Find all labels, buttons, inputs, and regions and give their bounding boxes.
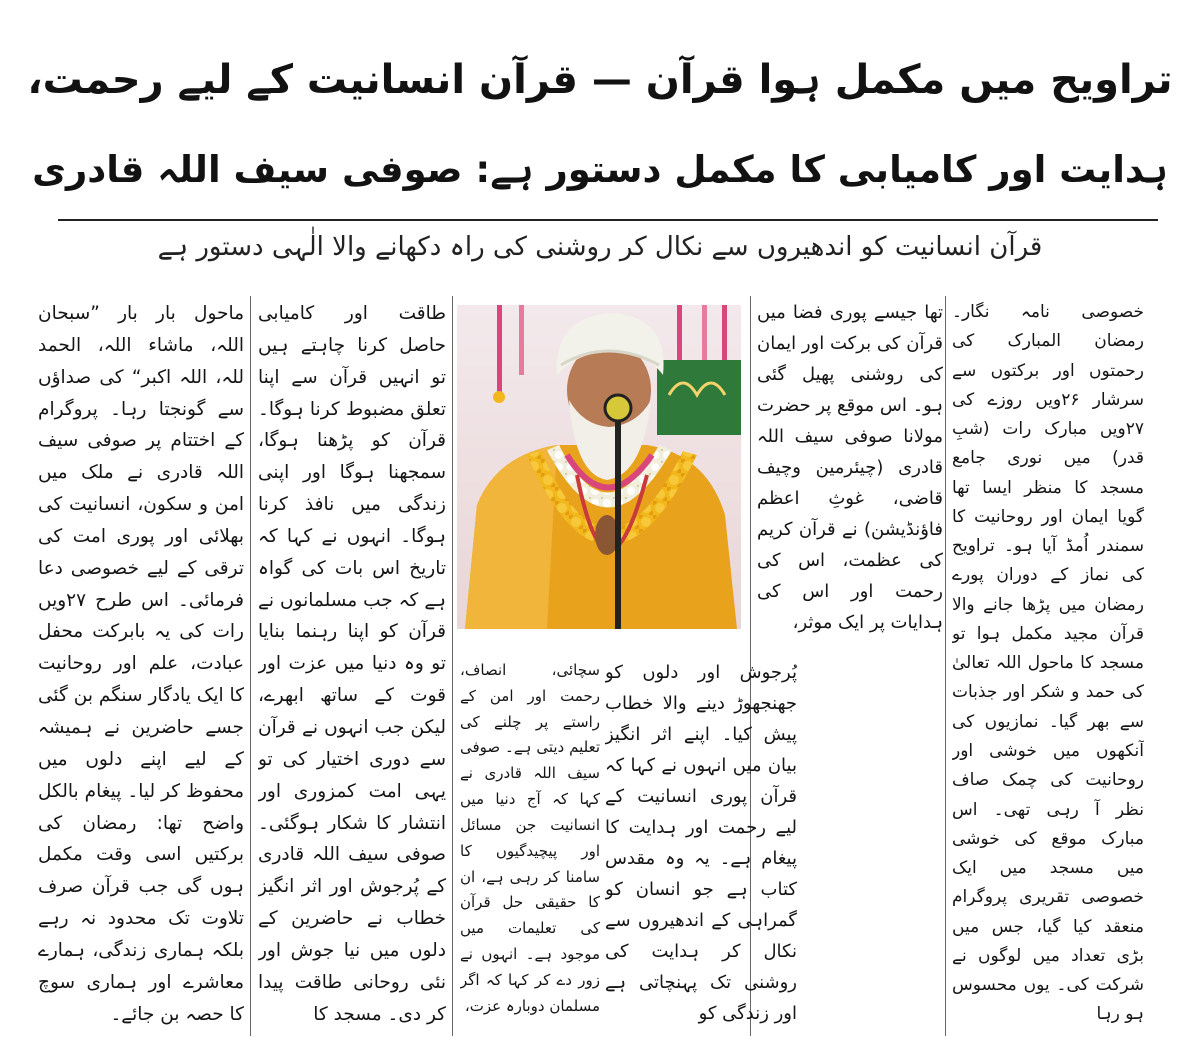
article-column-1 (952, 298, 1144, 1033)
headline-line-2: ہدایت اور کامیابی کا مکمل دستور ہے: صوفی سیف اللہ قادری (32, 148, 1168, 191)
green-banner (657, 360, 741, 435)
speaker-photo (457, 305, 741, 629)
headline-line-1: تراویح میں مکمل ہوا قرآن — قرآن انسانیت کے لیے رحمت، (27, 57, 1173, 103)
article-column-3-bottom (460, 658, 600, 1033)
article-text: ماحول بار بار ”سبحان اللہ، ماشاء اللہ، الحمد للہ، اللہ اکبر“ کی صداؤں سے گونجتا رہا۔ پروگرام کے اختتام پر صوفی سیف اللہ قادری نے ملک میں امن و سکون، انسانیت کی بھلائی اور پوری امت کی ترقی کے لیے خصوصی دعا فرمائی۔ اس طرح ۲۷ویں رات کی یہ بابرکت محفل عبادت، علم اور روحانیت کا ایک یادگار سنگم بن گئی جسے حاضرین نے ہمیشہ کے لیے اپنے دلوں میں محفوظ کر لیا۔ پیغام بالکل واضح تھا: رمضان کی برکتیں اسی وقت مکمل ہوں گی جب قرآن صرف تلاوت تک محدود نہ رہے بلکہ ہماری زندگی، ہمارے معاشرے اور ہماری سوچ کا حصہ بن جائے۔ (38, 303, 244, 1025)
microphone-stand (615, 415, 621, 629)
column-divider (250, 296, 251, 1036)
article-column-5 (38, 298, 244, 1033)
article-text: پُرجوش اور دلوں کو جھنجھوڑ دینے والا خطاب پیش کیا۔ اپنے اثر انگیز بیان میں انہوں نے کہا کہ قرآن پوری انسانیت کے لیے رحمت اور ہدایت کا پیغام ہے۔ یہ وہ مقدس کتاب ہے جو انسان کو گمراہی کے اندھیروں سے نکال کر ہدایت کی روشنی تک پہنچاتی ہے اور زندگی کو (605, 662, 797, 1024)
article-column-2-top (757, 298, 943, 653)
microphone-head (605, 395, 631, 421)
article-text: تھا جیسے پوری فضا میں قرآن کی برکت اور ایمان کی روشنی پھیل گئی ہو۔ اس موقع پر حضرت مولانا صوفی سیف اللہ قادری (چیئرمین وچیف قاضی، غوثِ اعظم فاؤنڈیشن) نے قرآن کریم کی عظمت، اس کی رحمت اور اس کی ہدایات پر ایک موثر، (757, 302, 943, 633)
column-divider (945, 296, 946, 1036)
article-column-4 (258, 298, 446, 1033)
column-divider (452, 296, 453, 1036)
article-column-2-bottom (605, 658, 797, 1033)
headline-divider (58, 219, 1158, 221)
article-text: طاقت اور کامیابی حاصل کرنا چاہتے ہیں تو انہیں قرآن سے اپنا تعلق مضبوط کرنا ہوگا۔ قرآن کو پڑھنا ہوگا، سمجھنا ہوگا اور اپنی زندگی میں نافذ کرنا ہوگا۔ انہوں نے کہا کہ تاریخ اس بات کی گواہ ہے کہ جب مسلمانوں نے قرآن کو اپنا رہنما بنایا تو وہ دنیا میں عزت اور قوت کے ساتھ ابھرے، لیکن جب انہوں نے قرآن سے دوری اختیار کی تو یہی امت کمزوری اور انتشار کا شکار ہوگئی۔ صوفی سیف اللہ قادری کے پُرجوش اور اثر انگیز خطاب نے حاضرین کے دلوں میں نیا جوش اور نئی روحانی طاقت پیدا کر دی۔ مسجد کا (258, 303, 446, 1025)
article-text: سچائی، انصاف، رحمت اور امن کے راستے پر چلنے کی تعلیم دیتی ہے۔ صوفی سیف اللہ قادری نے کہا کہ آج دنیا میں انسانیت جن مسائل اور پیچیدگیوں کا سامنا کر رہی ہے، ان کا حقیقی حل قرآن کی تعلیمات میں موجود ہے۔ انہوں نے زور دے کر کہا کہ اگر مسلمان دوبارہ عزت، (460, 661, 600, 1015)
article-text: خصوصی نامہ نگار۔ رمضان المبارک کی رحمتوں اور برکتوں سے سرشار ۲۶ویں روزے کی ۲۷ویں مبارک رات (شبِ قدر) میں نوری جامع مسجد کا منظر ایسا تھا گویا ایمان اور روحانیت کا سمندر اُمڈ آیا ہو۔ تراویح کی نماز کے دوران پورے رمضان میں پڑھا جانے والا قرآن مجید مکمل ہوا تو مسجد کا ماحول اللہ تعالیٰ کی حمد و شکر اور جذبات سے بھر گیا۔ نمازیوں کی آنکھوں میں خوشی اور روحانیت کی چمک صاف نظر آ رہی تھی۔ اس مبارک موقع کی خوشی میں مسجد میں ایک خصوصی تقریری پروگرام منعقد کیا گیا، جس میں بڑی تعداد میں لوگوں نے شرکت کی۔ یوں محسوس ہو رہا (952, 302, 1144, 1025)
sub-headline: قرآن انسانیت کو اندھیروں سے نکال کر روشنی کی راہ دکھانے والا الٰہی دستور ہے (157, 232, 1043, 262)
